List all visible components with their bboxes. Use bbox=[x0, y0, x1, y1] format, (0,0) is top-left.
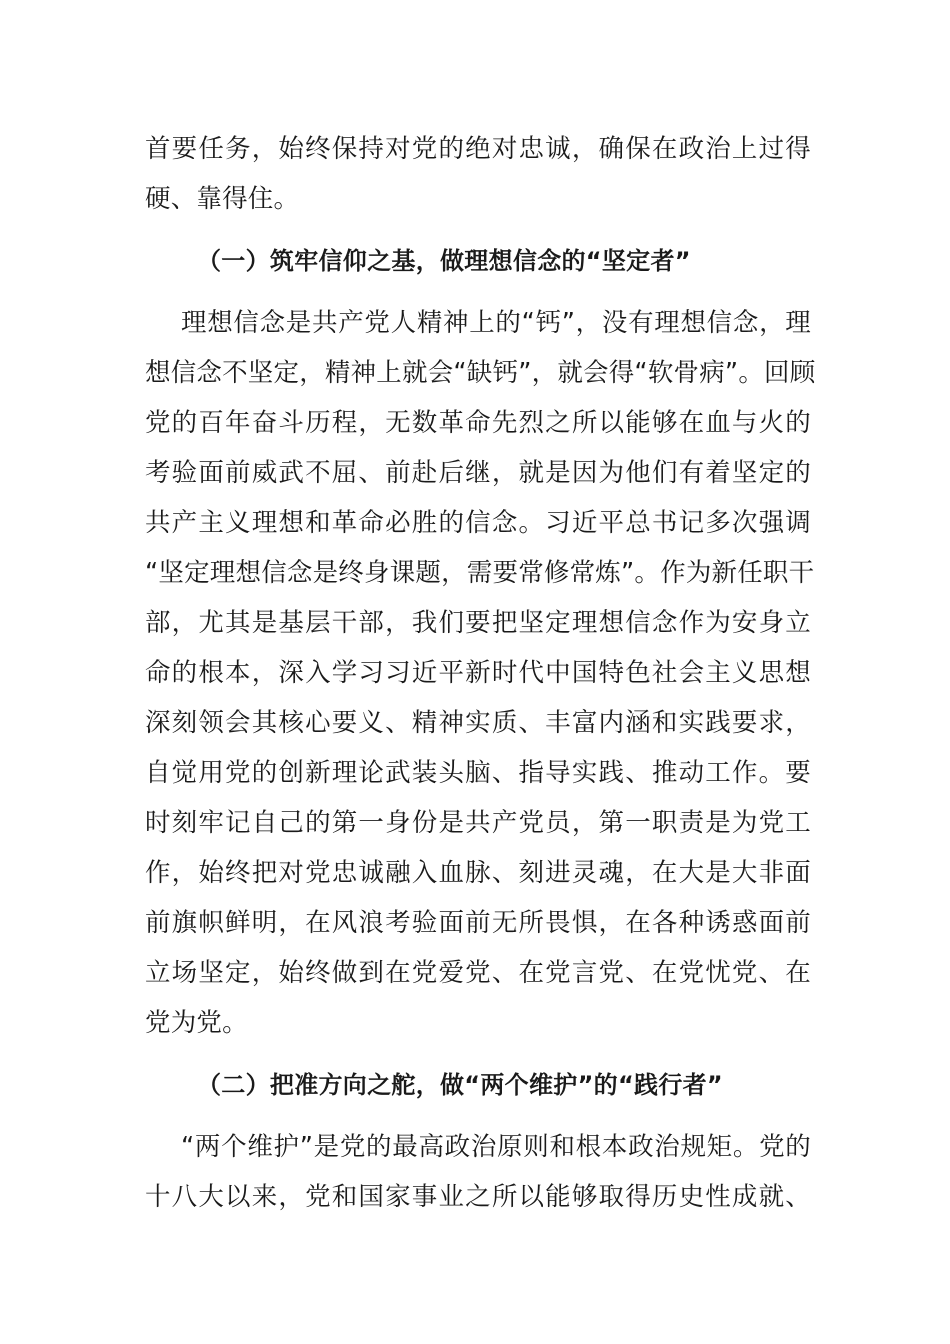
document-page bbox=[145, 124, 816, 1222]
paragraph-line: 立场坚定，始终做到在党爱党、在党言党、在党忧党、在 bbox=[145, 958, 811, 988]
paragraph-line: 理想信念是共产党人精神上的“钙”，没有理想信念，理 bbox=[181, 308, 811, 338]
paragraph-line: 考验面前威武不屈、前赴后继，就是因为他们有着坚定的 bbox=[145, 458, 811, 488]
paragraph-line: 深刻领会其核心要义、精神实质、丰富内涵和实践要求， bbox=[145, 708, 811, 738]
paragraph-line: “两个维护”是党的最高政治原则和根本政治规矩。党的 bbox=[181, 1132, 811, 1162]
paragraph-line: “坚定理想信念是终身课题，需要常修常炼”。作为新任职干 bbox=[145, 558, 815, 588]
paragraph-line: 命的根本，深入学习习近平新时代中国特色社会主义思想 bbox=[145, 658, 811, 688]
paragraph-line: 共产主义理想和革命必胜的信念。习近平总书记多次强调 bbox=[145, 508, 811, 538]
section-1-paragraph bbox=[145, 298, 816, 1048]
section-2-paragraph bbox=[145, 1122, 811, 1222]
paragraph-line: 作，始终把对党忠诚融入血脉、刻进灵魂，在大是大非面 bbox=[145, 858, 811, 888]
paragraph-line: 部，尤其是基层干部，我们要把坚定理想信念作为安身立 bbox=[145, 608, 811, 638]
paragraph-line: 首要任务，始终保持对党的绝对忠诚，确保在政治上过得 bbox=[145, 134, 811, 164]
paragraph-line: 时刻牢记自己的第一身份是共产党员，第一职责是为党工 bbox=[145, 808, 811, 838]
paragraph-line: 党为党。 bbox=[145, 1008, 248, 1038]
paragraph-line: 硬、靠得住。 bbox=[145, 184, 300, 214]
paragraph-line: 自觉用党的创新理论武装头脑、指导实践、推动工作。要 bbox=[145, 758, 811, 788]
paragraph-line: 前旗帜鲜明，在风浪考验面前无所畏惧，在各种诱惑面前 bbox=[145, 908, 811, 938]
paragraph-line: 想信念不坚定，精神上就会“缺钙”，就会得“软骨病”。回顾 bbox=[145, 358, 816, 388]
section-heading-1: （一）筑牢信仰之基，做理想信念的“坚定者” bbox=[197, 247, 691, 275]
paragraph-line: 党的百年奋斗历程，无数革命先烈之所以能够在血与火的 bbox=[145, 408, 811, 438]
section-heading-2: （二）把准方向之舵，做“两个维护”的“践行者” bbox=[197, 1071, 723, 1099]
paragraph-line: 十八大以来，党和国家事业之所以能够取得历史性成就、 bbox=[145, 1182, 811, 1212]
